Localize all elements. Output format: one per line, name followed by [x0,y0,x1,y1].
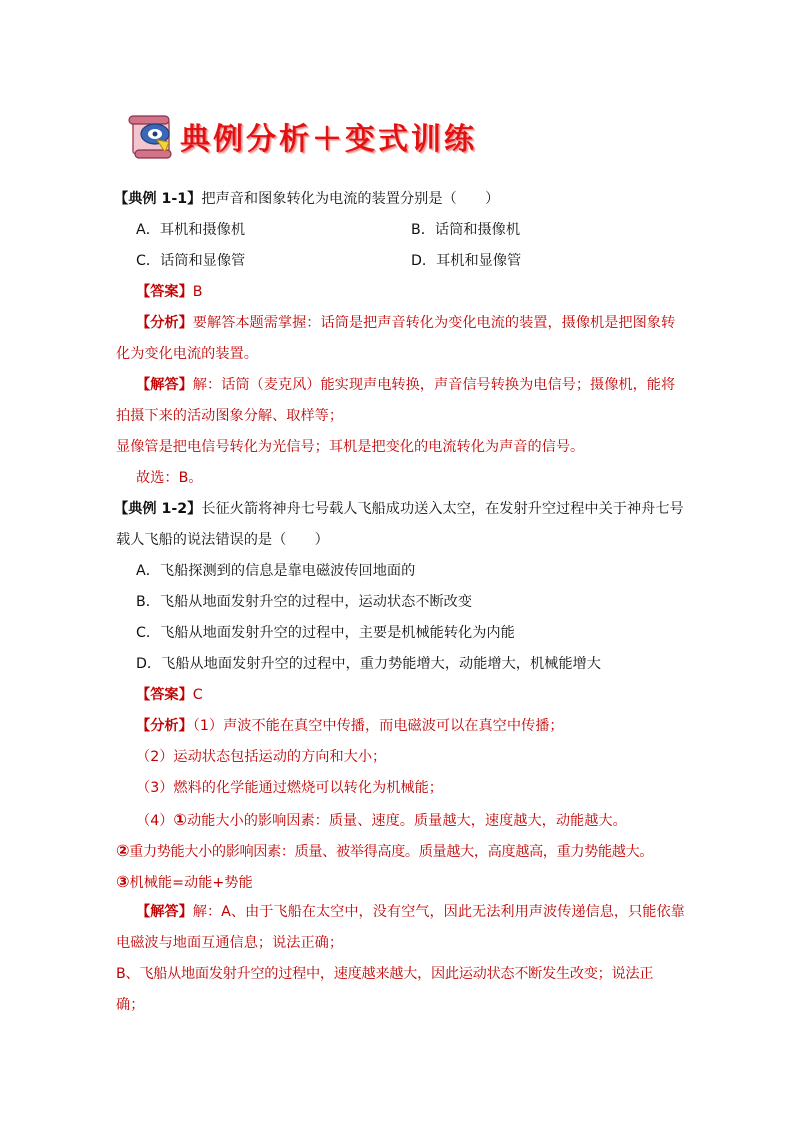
analysis-item [116,804,686,835]
solution-continued: 显像管是把电信号转化为光信号；耳机是把变化的电流转化为声音的信号。 [116,439,585,455]
circled-number-1: ① [173,810,187,829]
banner-title: 典例分析＋变式训练 [180,122,477,157]
analysis-text: 动能大小的影响因素：质量、速度。质量越大，速度越大，动能越大。 [186,813,627,829]
solution-label: 【解答】 [136,904,193,920]
analysis-item: （3）燃料的化学能通过燃烧可以转化为机械能； [136,780,443,796]
answer-label: 【答案】 [136,687,193,703]
analysis-item [116,866,686,897]
question-1-1 [114,184,686,215]
solution-continued: 拍摄下来的活动图象分解、取样等； [116,408,344,424]
option-b: B．话筒和摄像机 [411,222,521,238]
section-banner [127,112,477,162]
answer-label: 【答案】 [136,284,193,300]
solution-continued: 确； [116,997,145,1013]
answer-value: C [192,687,203,703]
solution-item: B、飞船从地面发射升空的过程中，速度越来越大，因此运动状态不断发生改变；说法正 [116,966,654,982]
circled-number-2: ② [116,841,130,860]
analysis-text: 要解答本题需掌握：话筒是把声音转化为变化电流的装置，摄像机是把图象转 [192,315,676,331]
solution-text: 解：话筒（麦克风）能实现声电转换，声音信号转换为电信号；摄像机，能将 [192,377,676,393]
analysis-prefix: （4） [136,813,174,829]
options-row [116,215,686,246]
analysis-continued: 化为变化电流的装置。 [116,346,258,362]
option-c: C．话筒和显像管 [136,253,246,269]
question-text: 把声音和图象转化为电流的装置分别是（ ） [201,191,500,207]
analysis-text: 机械能=动能+势能 [129,875,253,891]
solution-label: 【解答】 [136,377,193,393]
circled-number-3: ③ [116,872,130,891]
example-label: 【典例 1-2】 [114,501,202,517]
analysis-line [116,308,686,339]
solution-line [116,370,686,401]
question-1-2 [114,494,686,525]
question-continued: 载人飞船的说法错误的是（ ） [116,532,329,548]
analysis-label: 【分析】 [136,718,193,734]
analysis-item: （2）运动状态包括运动的方向和大小； [136,749,387,765]
document-body [116,184,686,1021]
options-row [116,246,686,277]
solution-text: 解：A、由于飞船在太空中，没有空气，因此无法利用声波传递信息，只能依靠 [192,904,685,920]
teaching-scroll-icon [127,112,179,162]
option-d: D．耳机和显像管 [411,253,522,269]
analysis-line [116,711,686,742]
option-a: A．飞船探测到的信息是靠电磁波传回地面的 [136,563,416,579]
question-text: 长征火箭将神舟七号载人飞船成功送入太空，在发射升空过程中关于神舟七号 [201,501,684,517]
analysis-text: （1）声波不能在真空中传播，而电磁波可以在真空中传播； [192,718,564,734]
option-a: A．耳机和摄像机 [136,222,246,238]
analysis-text: 重力势能大小的影响因素：质量、被举得高度。质量越大，高度越高，重力势能越大。 [129,844,654,860]
analysis-label: 【分析】 [136,315,193,331]
solution-conclusion: 故选：B。 [136,470,203,486]
option-d: D．飞船从地面发射升空的过程中，重力势能增大，动能增大，机械能增大 [136,656,601,672]
option-c: C．飞船从地面发射升空的过程中，主要是机械能转化为内能 [136,625,515,641]
answer-value: B [192,284,203,300]
solution-line [116,897,686,928]
answer-line [116,680,686,711]
example-label: 【典例 1-1】 [114,191,202,207]
solution-continued: 电磁波与地面互通信息；说法正确； [116,935,344,951]
option-b: B．飞船从地面发射升空的过程中，运动状态不断改变 [136,594,473,610]
answer-line [116,277,686,308]
analysis-item [116,835,686,866]
